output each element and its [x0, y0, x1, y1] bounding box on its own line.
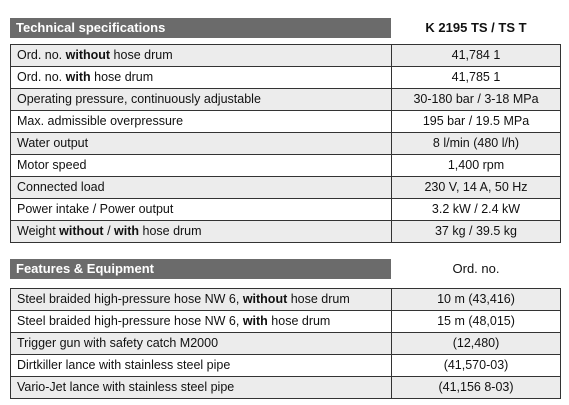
row-value: 8 l/min (480 l/h) [392, 133, 561, 155]
row-value: 41,784 1 [392, 45, 561, 67]
row-label [11, 111, 392, 133]
table-row [11, 111, 561, 133]
table-row [11, 355, 561, 377]
row-value: 195 bar / 19.5 MPa [392, 111, 561, 133]
row-label [11, 177, 392, 199]
row-label [11, 289, 392, 311]
technical-specifications-section [10, 18, 561, 243]
row-value: (41,156 8-03) [392, 377, 561, 399]
label-text: Weight [17, 224, 60, 238]
table-row [11, 45, 561, 67]
label-text: Water output [17, 136, 89, 150]
row-value: 230 V, 14 A, 50 Hz [392, 177, 561, 199]
features-equipment-title: Features & Equipment [10, 259, 391, 279]
technical-specifications-title: Technical specifications [10, 18, 391, 38]
label-text: hose drum [287, 292, 350, 306]
row-value: 37 kg / 39.5 kg [392, 221, 561, 243]
label-text: hose drum [90, 70, 154, 84]
label-text: Motor speed [17, 158, 87, 172]
label-text: Steel braided high-pressure hose NW 6, [17, 292, 243, 306]
table-row [11, 311, 561, 333]
row-value: 15 m (48,015) [392, 311, 561, 333]
emphasis-text: without [65, 48, 111, 62]
row-label [11, 155, 392, 177]
label-text: Ord. no. [17, 48, 66, 62]
table-row [11, 221, 561, 243]
table-row [11, 155, 561, 177]
label-text: Steel braided high-pressure hose NW 6, [17, 314, 243, 328]
table-row [11, 377, 561, 399]
label-text: / [103, 224, 115, 238]
row-value: 3.2 kW / 2.4 kW [392, 199, 561, 221]
emphasis-text: with [242, 314, 268, 328]
row-value: (41,570-03) [392, 355, 561, 377]
table-row [11, 133, 561, 155]
row-label [11, 311, 392, 333]
emphasis-text: with [65, 70, 91, 84]
table-row [11, 67, 561, 89]
row-label [11, 133, 392, 155]
emphasis-text: with [114, 224, 140, 238]
row-label [11, 355, 392, 377]
features-equipment-header [10, 259, 561, 279]
row-value: (12,480) [392, 333, 561, 355]
technical-specifications-table [10, 44, 561, 243]
label-text: hose drum [110, 48, 173, 62]
label-text: Trigger gun with safety catch M2000 [17, 336, 219, 350]
label-text: Connected load [17, 180, 105, 194]
row-value: 41,785 1 [392, 67, 561, 89]
label-text: Ord. no. [17, 70, 66, 84]
emphasis-text: without [59, 224, 104, 238]
row-label [11, 221, 392, 243]
table-row [11, 289, 561, 311]
row-label [11, 333, 392, 355]
row-label [11, 199, 392, 221]
label-text: Dirtkiller lance with stainless steel pipe [17, 358, 231, 372]
label-text: Operating pressure, continuously adjustable [17, 92, 261, 106]
technical-specifications-header [10, 18, 561, 38]
row-label [11, 377, 392, 399]
table-row [11, 333, 561, 355]
order-number-column-title: Ord. no. [452, 261, 500, 276]
row-value: 1,400 rpm [392, 155, 561, 177]
table-row [11, 199, 561, 221]
features-equipment-table [10, 288, 561, 399]
label-text: Vario-Jet lance with stainless steel pipe [17, 380, 235, 394]
label-text: Max. admissible overpressure [17, 114, 184, 128]
row-value: 10 m (43,416) [392, 289, 561, 311]
features-equipment-section [10, 259, 561, 399]
table-row [11, 89, 561, 111]
row-label [11, 89, 392, 111]
label-text: hose drum [139, 224, 202, 238]
row-label [11, 67, 392, 89]
emphasis-text: without [242, 292, 288, 306]
row-value: 30-180 bar / 3-18 MPa [392, 89, 561, 111]
label-text: hose drum [267, 314, 331, 328]
table-row [11, 177, 561, 199]
model-column-title: K 2195 TS / TS T [425, 20, 527, 35]
row-label [11, 45, 392, 67]
label-text: Power intake / Power output [17, 202, 174, 216]
